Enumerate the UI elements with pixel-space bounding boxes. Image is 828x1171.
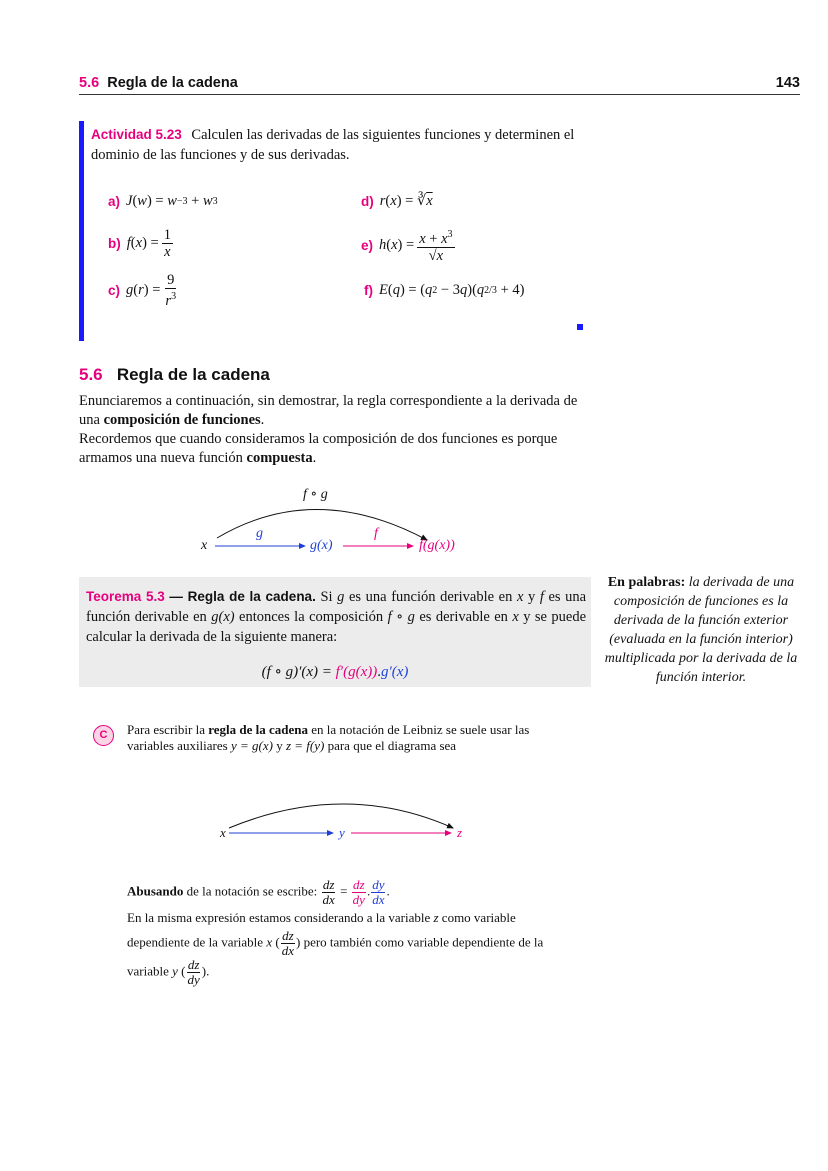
frac-num: dz <box>353 877 365 892</box>
t-fog: f ∘ g <box>387 609 415 625</box>
abuse-bold: Abusando <box>127 883 184 899</box>
comment-badge: C <box>93 725 114 746</box>
activity-text: Calculen las derivadas de las siguientes funciones y determinen el dominio de las funciones y de sus derivadas. <box>91 127 575 163</box>
t: es una función derivable en <box>349 589 513 605</box>
item-label: e) <box>361 237 374 253</box>
abuse-line3: pero también como variable dependiente de la variable <box>127 934 544 979</box>
item-label: d) <box>361 194 374 209</box>
frac-num: dz <box>187 957 200 972</box>
margin-note <box>600 573 802 687</box>
intro-end: . <box>260 412 265 428</box>
eq-lhs: (f ∘ g)′(x) = <box>261 664 332 680</box>
abuse-line2b: como variable dependiente de la variable <box>127 910 516 950</box>
intro-bold: composición de funciones <box>103 412 261 428</box>
intro-end-2: . <box>312 450 317 466</box>
page-number: 143 <box>775 75 800 91</box>
eq-fprime: f′(g(x)) <box>335 664 378 680</box>
frac-den: dy <box>352 892 365 907</box>
frac-num: dz <box>322 877 335 892</box>
item-label: b) <box>108 236 121 251</box>
t-g: g <box>337 589 345 605</box>
margin-note-text: la derivada de una composición de funciones es la derivada de la función exterior (evaluada en la función interior) multiplicada por la derivada de la función interior. <box>604 575 798 685</box>
diagram-x: x <box>201 538 208 553</box>
diagram-gx: g(x) <box>310 538 333 553</box>
chain-rule-formula <box>79 662 591 681</box>
diagram-f-label: f <box>374 526 378 541</box>
t: Si <box>320 589 333 605</box>
t: entonces la composición <box>239 609 384 625</box>
frac-den: dx <box>372 892 385 907</box>
intro-text-2: Recordemos que cuando consideramos la composición de dos funciones es porque armamos una nueva función <box>79 431 558 466</box>
section-number: 5.6 <box>79 365 103 384</box>
intro-bold-2: compuesta <box>246 450 313 466</box>
t: es derivable en <box>419 609 508 625</box>
eq-gprime: g′(x) <box>380 664 409 680</box>
frac-num: dy <box>372 877 385 892</box>
diagram-g-label: g <box>256 526 263 541</box>
diagram2-y: y <box>339 825 345 840</box>
activity-item-d: d) r ( x ) = ∛ $\overline{x}$ <box>361 193 433 209</box>
item-label: c) <box>108 282 121 298</box>
activity-item-c: c) g ( r ) = $\frac{9}{r^3}$ <box>108 272 177 309</box>
abuse-z: z <box>433 910 439 925</box>
item-label: a) <box>108 194 121 209</box>
t-y: y <box>527 589 536 605</box>
t-x2: x <box>512 609 519 625</box>
margin-note-bold: En palabras: <box>607 575 686 590</box>
diagram2-x: x <box>220 825 226 840</box>
frac-den: dy <box>187 972 200 987</box>
item-label: f) <box>364 283 373 298</box>
c-and: y <box>276 738 283 753</box>
activity-item-a: a) J ( w ) = w −3 + w 3 <box>108 193 218 209</box>
section-intro <box>79 392 599 468</box>
c-yeq: y = g(x) <box>230 738 273 753</box>
frac-den: dx <box>281 943 294 958</box>
comment-text <box>127 722 567 754</box>
t-x: x <box>516 589 524 605</box>
section-title: Regla de la cadena <box>116 365 270 384</box>
activity-end-mark <box>577 324 583 330</box>
activity-statement <box>91 125 601 165</box>
frac-den: dx <box>322 892 335 907</box>
header-rule <box>79 94 800 95</box>
t: y se puede calcular la derivada de la siguiente manera: <box>86 609 587 645</box>
intro-text: Enunciaremos a continuación, sin demostrar, la regla correspondiente a la derivada de una <box>79 393 578 428</box>
header-section-title: Regla de la cadena <box>107 75 238 91</box>
section-heading <box>79 365 270 385</box>
t: es una función derivable en <box>86 589 587 625</box>
eq-dot: . <box>377 664 381 680</box>
theorem-text <box>86 587 586 647</box>
activity-label: Actividad 5.23 <box>91 127 182 142</box>
c: en la notación de Leibniz se suele usar las variables auxiliares <box>127 722 530 753</box>
abuse-x: x <box>266 934 273 950</box>
abuse-y: y <box>172 963 178 979</box>
diagram-fgx: f(g(x)) <box>419 538 455 553</box>
activity-item-f: f) E ( q ) = ( q 2 − 3 q )( q 2/3 + 4) <box>364 282 525 298</box>
fog-arc <box>217 509 427 540</box>
diagram2-z: z <box>457 825 463 840</box>
running-header-section <box>79 75 238 91</box>
t-gx: g(x) <box>211 609 235 625</box>
diagram-fog: f ∘ g <box>303 487 328 502</box>
t-f: f <box>539 589 544 605</box>
activity-item-b: b) f ( x ) = $\frac{1}{x}$ <box>108 227 171 260</box>
leibniz-explanation: Abusando de la notación se escribe: $\frac{dz}{dx}$ = $\frac{dz}{dy}$ . $\frac{dy}{dx}$ . En la misma expresión estamos considerando a la variable z como variable dependiente de la variable x ( $\frac{dz}{dx}$ ) pero también como variable dependiente de la variable y ( $\frac{dz}{dy}$ ). <box>127 877 544 987</box>
c-zeq: z = f(y) <box>285 738 325 753</box>
header-section-number: 5.6 <box>79 75 100 91</box>
c: para que el diagrama sea <box>327 738 457 753</box>
c: Para escribir la <box>127 722 205 737</box>
frac-num: dz <box>282 928 294 943</box>
abuse-text: de la notación se escribe: <box>186 883 318 899</box>
activity-side-bar <box>79 121 84 341</box>
theorem-label: Teorema 5.3 <box>86 589 165 604</box>
theorem-title: — Regla de la cadena. <box>169 589 316 604</box>
activity-item-e: e) h ( x ) = $\frac{x + x^3}{√x}$ <box>361 229 453 264</box>
c-bold: regla de la cadena <box>208 722 308 737</box>
abuse-line2: En la misma expresión estamos considerando a la variable <box>127 910 431 925</box>
